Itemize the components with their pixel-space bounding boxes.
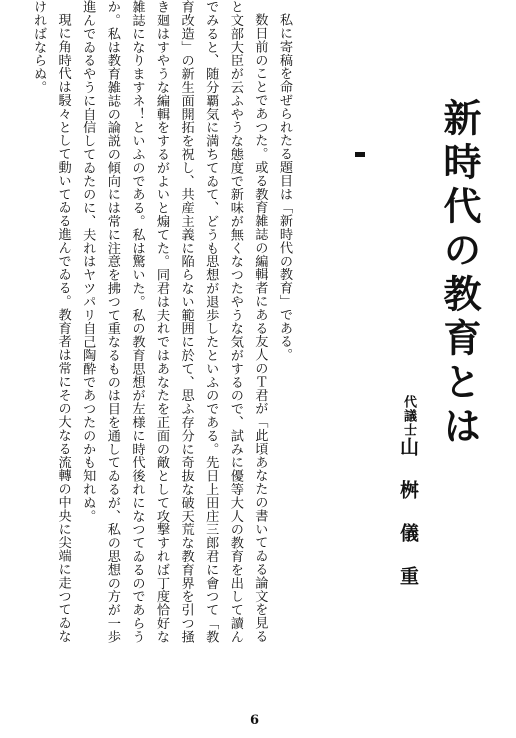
paragraph-3: 現に角時代は駸々として動いてゐる進んでゐる。教育者は常にその大なる流轉の中央に尖端に走つてゐなければならぬ。 xyxy=(31,0,71,643)
author-position: 代議士 xyxy=(401,395,416,437)
article-title: 新時代の教育とは xyxy=(437,98,482,450)
author-name: 山桝儀重 xyxy=(397,437,419,609)
page-number: 6 xyxy=(250,713,260,728)
author-byline xyxy=(398,395,417,609)
paragraph-2: 数日前のことであつた。或る教育雑誌の編輯者にある友人のＴ君が「此頃あなたの書いてゐる論文を見ると文部大臣が云ふやうな態度で新味が無くなつたやうな気がするので、試みに優等大人の教育を出して讀んでみると、随分覇気に満ちてゐて、どうも思想が退歩したといふのである。先日上田庄三郎君に會つて「教育改造」の新生面開拓を祝し、共産主義に陥らない範囲に於て、思ふ存分に奇抜な破天荒な教育界を引つ掻き廻はすやうな編輯をするがよいと煽てた。同君は夫れではあなたを正面の敵として攻撃すれば丁度恰好な雑誌になりますネ！といふのである。私は驚いた。私の教育思想が左様に時代後れになつてゐるのであらうか。私は教育雑誌の論説の傾向には常に注意を拂つて重なるものは目を通してゐるが、私の思想の方が一歩進んでゐるやうに自信してゐたのに、夫れはヤツパリ自己陶酔であつたのかも知れぬ。 xyxy=(80,0,268,644)
title-dash xyxy=(355,152,365,157)
paragraph-1: 私に寄稿を命ぜられたる題目は「新時代の教育」である。 xyxy=(277,13,292,362)
